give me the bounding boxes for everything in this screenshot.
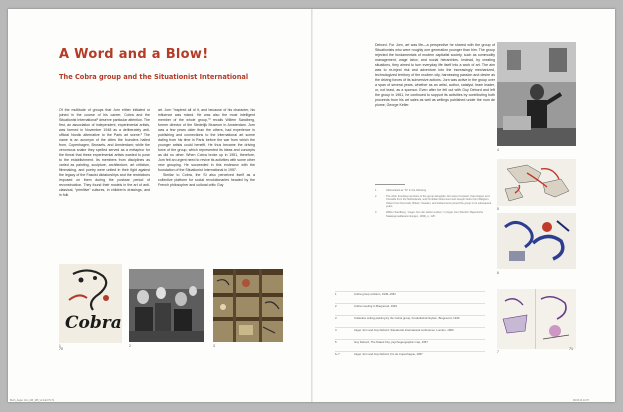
image-number: 7: [497, 350, 499, 354]
body-paragraph: Similar to Cobra, the SI also perceived itself as a collective platform for social revolutionaries headed by the French philosopher and cultural critic Guy: [158, 173, 255, 187]
caption-item: 3 Collective ceiling painting by the Cobra group, Frederiksholmhytten, Bregnerod, 1949: [335, 315, 485, 327]
footnotes: [375, 184, 493, 220]
body-column-3: [375, 43, 495, 171]
body-column-2: [158, 108, 255, 248]
caption-item: 1 Cobra group emblem, 1949–1951: [335, 291, 485, 303]
footnote: 3 Willem Sandberg, “Asger Jorn der sieben Leben,” in Asger Jorn (Munich: Bayerische Staatsgemaldesammlungen, 1964), p. 125.: [375, 210, 484, 218]
body-column-1: [59, 108, 150, 248]
image-number: 4: [497, 148, 499, 152]
image-number: 2: [129, 344, 131, 348]
page-number-left: 70: [59, 347, 63, 351]
footnote: 2 The other founding members of the group alongside Jorn were Constant, Karel Appel, and Corneille from the Netherlands, and Christian Dotremont and Joseph Noiret from Belgium. Others from Denmark, Britain, Sweden, and Iceland soon joined the group in its subsequent years.: [375, 194, 492, 209]
page-subtitle: The Cobra group and the Situationist International: [59, 73, 249, 81]
right-page: [313, 9, 615, 402]
cobra-poster-image: [59, 264, 122, 343]
collective-wall-painting-photo: [213, 269, 283, 342]
image-number: 3: [213, 344, 215, 348]
body-paragraph: Of the multitude of groups that Jorn either initiated or joined in the course of his career, Cobra and the Situationist International¹ deserve particular attention. The first, an association of independent, experimental artists, was formed in November 1948 as a deliberately anti-official Nordic alternative to the Paris art scene.² The name is an acronym of the cities the founders hailed from, Copenhagen, Brussels, and Amsterdam; while the venomous snake they spelled served as a metaphor for the threat that these experimental artists wanted to pose to the establishment. Its members from disciplines as varied as painting, sculpture, architecture, art criticism, filmmaking, and poetry were united in their fight against the legacy of the Fascist dictatorships and the restrictions imposed on them during the postwar period of reconstruction. They found their models in the art of anti-classical, “primitive” cultures, in children’s drawings, and in folk: [59, 108, 150, 197]
left-page: [8, 9, 311, 402]
caption-list: [335, 291, 485, 363]
cobra-logo-text: Cobra: [65, 313, 122, 333]
footnote: 1 Abbreviated as “SI” in the following.: [375, 189, 427, 192]
image-number: 6: [497, 271, 499, 275]
page-number-right: 71: [569, 347, 573, 351]
footnote-rule: [375, 184, 405, 185]
caption-item: 4 Asger Jorn and Guy Debord, Situationist International conference, London, 1960: [335, 327, 485, 339]
print-slug-right: 09.03.14 14:37: [573, 399, 589, 402]
body-paragraph: Debord. For Jorn, art was life—a perspective he shared with the group of Situationists who were roughly one generation younger than him. The group rejected the fundamentals of modern capitalist society, such as commodity management, wage labor, and social hierarchies. Instead, by creating situations, they aimed to turn everyday life itself into a work of art. The aim was to re-inject risk and adventure into the increasingly mechanized, technologized territory of the modern city, harnessing passion and desire as the driving forces of its subversive actions. Jorn was active in the group over a span of several years, whether as an artist, author, catalyst, team leader, or, not least, as a sponsor. Even after he fell out with Guy Debord and left the group in 1961, he continued to support its activities by contributing both proceeds from his art sales as well as writings published under the nom de plume, George Keller.: [375, 43, 495, 107]
group-meeting-photo: [129, 269, 204, 342]
naked-city-map-image: [497, 159, 576, 206]
jorn-debord-photo: [497, 42, 576, 146]
fin-de-copenhague-image-b: [497, 289, 576, 349]
caption-item: 6–7 Asger Jorn and Guy Debord, Fin de Copenhague, 1957: [335, 351, 485, 363]
fin-de-copenhague-image-a: [497, 213, 576, 269]
image-number: 5: [497, 207, 499, 211]
caption-item: 2 Cobra meeting in Bregnerod, 1949: [335, 303, 485, 315]
caption-item: 5 Guy Debord, The Naked City, psychogeographic map, 1957: [335, 339, 485, 351]
print-slug-left: Buch_Asger Jorn_GB_105_v2.indd 70-71: [10, 399, 55, 402]
page-title: A Word and a Blow!: [59, 47, 209, 62]
body-paragraph: art. Jorn “inspired all of it, and because of his character, his influence was mixed. He was also the most intelligent member of the whole group,”³ recalls Willem Sandberg, former director of the Stedelijk Museum in Amsterdam. Jorn was a few years older than the others, had experience in publishing and connections to the international art scene dating from his time in Paris before the war from which the younger artists could benefit. He thus became the driving force of the group, which represented its ideas and concepts as did no other. When Cobra broke up in 1951, therefore, Jorn felt an urgent need to revive its activities with some other new grouping. He succeeded in this endeavor with the foundation of the Situationist International in 1957.: [158, 108, 255, 172]
book-spread: [8, 9, 615, 402]
image-number: 1: [59, 344, 61, 348]
